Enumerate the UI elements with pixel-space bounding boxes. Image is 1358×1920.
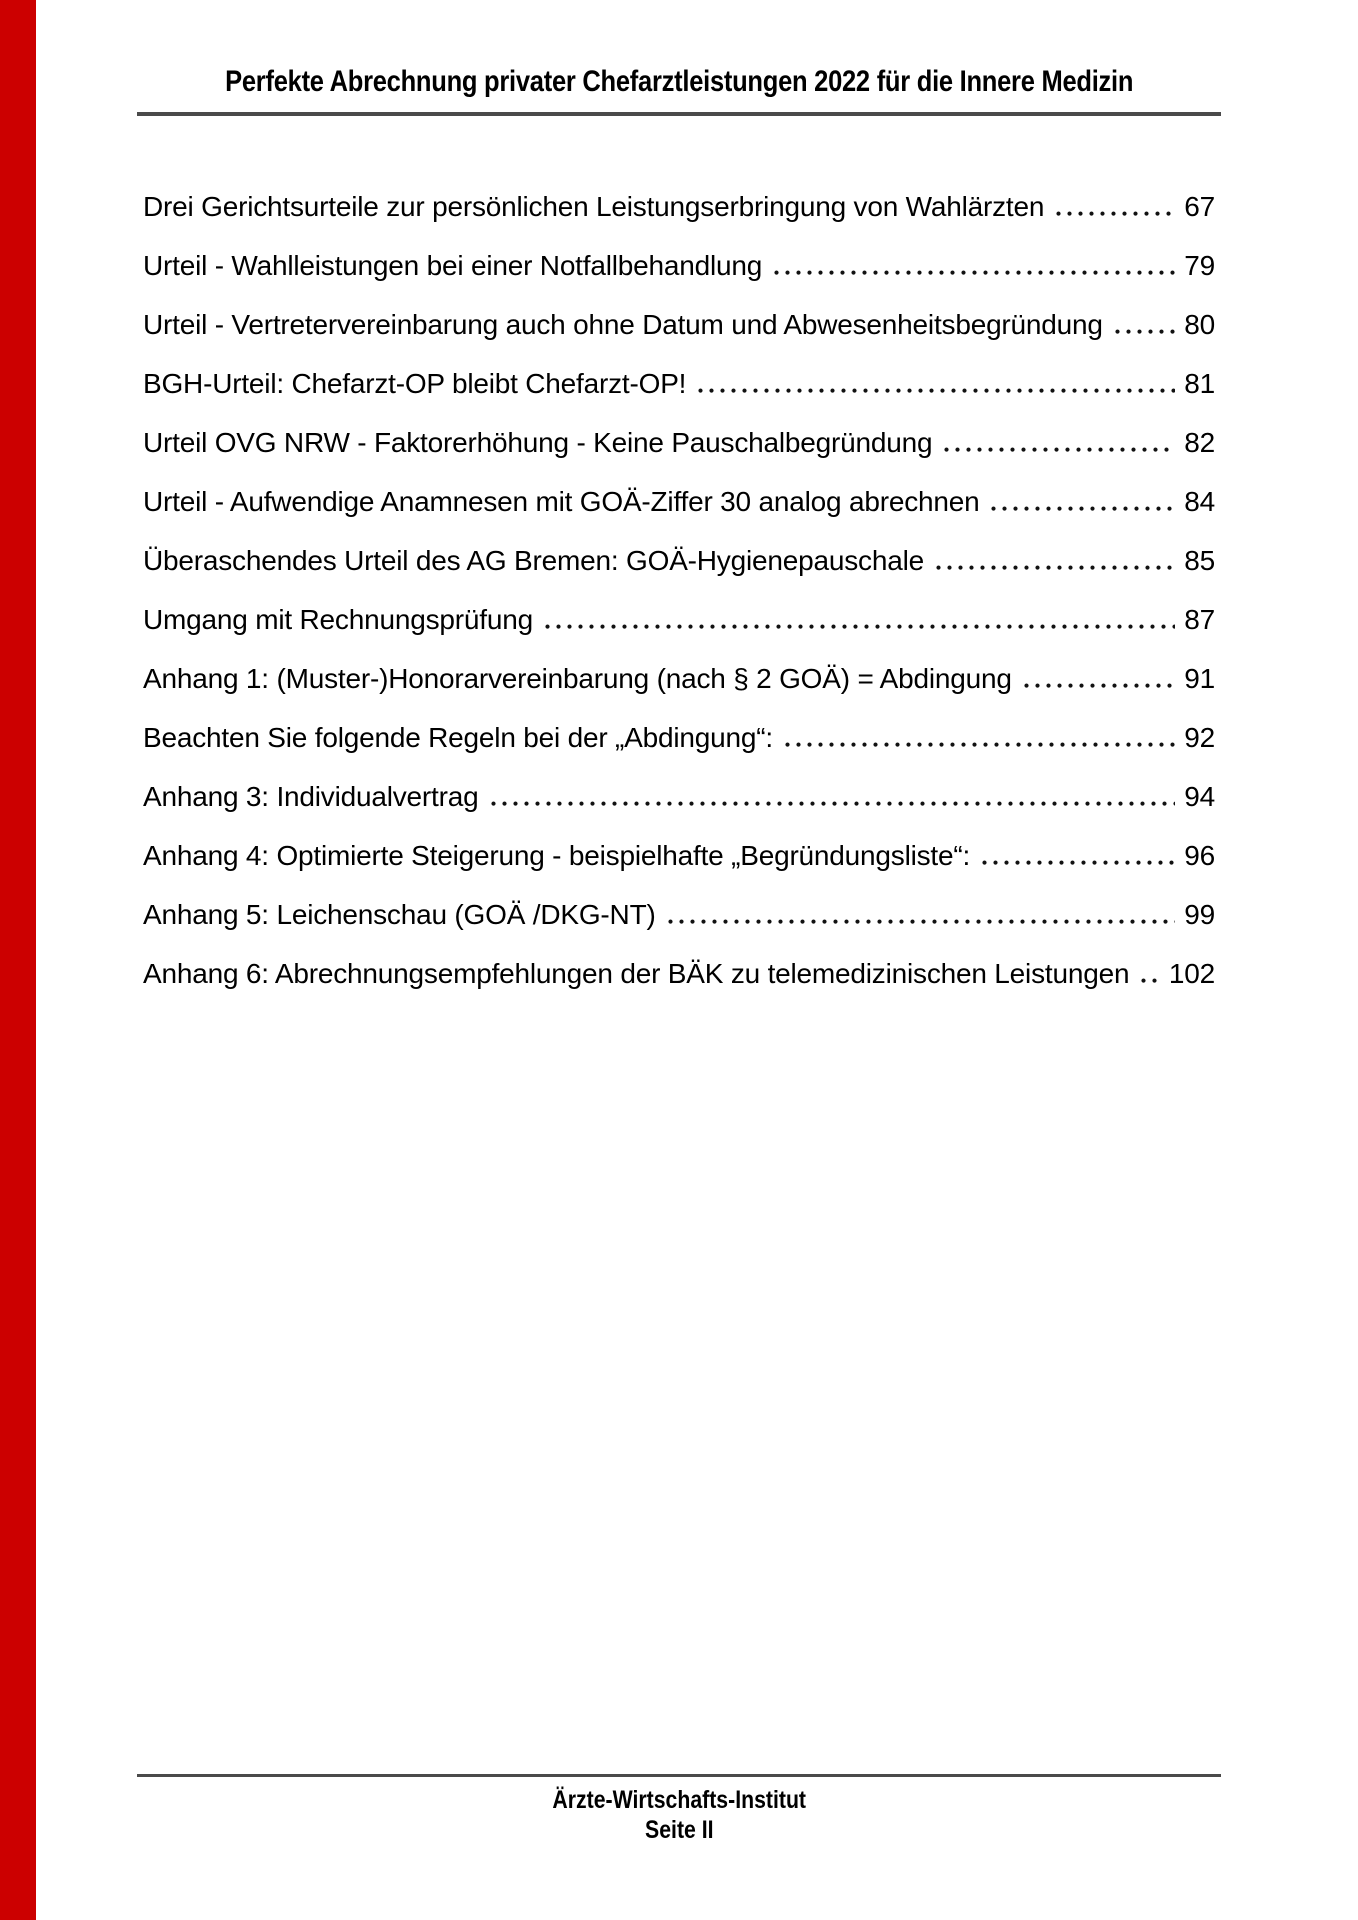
toc-entry[interactable]: [143, 531, 1215, 590]
dot-leader: [665, 918, 1176, 924]
dot-leader: [782, 741, 1175, 747]
toc-entry[interactable]: [143, 472, 1215, 531]
toc-entry-title: Drei Gerichtsurteile zur persönlichen Leistungserbringung von Wahlärzten: [143, 191, 1045, 222]
toc-entry-page: 102: [1168, 958, 1215, 989]
dot-leader: [695, 387, 1175, 393]
toc-entry[interactable]: [143, 177, 1215, 236]
toc-entry[interactable]: [143, 295, 1215, 354]
toc-entry-page: 80: [1184, 309, 1215, 340]
toc-entry-page: 92: [1184, 722, 1215, 753]
toc-entry-page: 94: [1184, 781, 1215, 812]
toc-entry-page: 99: [1184, 899, 1215, 930]
dot-leader: [979, 859, 1175, 865]
footer-rule: [137, 1774, 1221, 1777]
footer-page-line: [137, 1815, 1221, 1845]
toc-entry-title: Urteil - Vertretervereinbarung auch ohne Datum und Abwesenheitsbegründung: [143, 309, 1103, 340]
toc-entry[interactable]: [143, 885, 1215, 944]
dot-leader: [988, 505, 1175, 511]
footer-institute-line: [137, 1785, 1221, 1815]
footer-page-label: Seite II: [644, 1816, 714, 1844]
header-rule: [137, 112, 1221, 116]
footer-institute: Ärzte-Wirtschafts-Institut: [552, 1786, 806, 1814]
toc-entry-page: 79: [1184, 250, 1215, 281]
dot-leader: [933, 564, 1175, 570]
toc-entry-title: Anhang 4: Optimierte Steigerung - beispielhafte „Begründungsliste“:: [143, 840, 971, 871]
page-footer: [137, 1774, 1221, 1845]
dot-leader: [542, 623, 1175, 629]
toc-entry[interactable]: [143, 236, 1215, 295]
toc-entry[interactable]: [143, 944, 1215, 1003]
toc-entry-title: Urteil - Aufwendige Anamnesen mit GOÄ-Ziffer 30 analog abrechnen: [143, 486, 980, 517]
toc-entry[interactable]: [143, 354, 1215, 413]
dot-leader: [941, 446, 1175, 452]
dot-leader: [1138, 977, 1160, 983]
running-header-title: Perfekte Abrechnung privater Chefarztleistungen 2022 für die Innere Medizin: [224, 65, 1134, 98]
toc-entry[interactable]: [143, 708, 1215, 767]
toc-entry-page: 87: [1184, 604, 1215, 635]
toc-entry[interactable]: [143, 767, 1215, 826]
toc-entry-title: Umgang mit Rechnungsprüfung: [143, 604, 533, 635]
toc-entry[interactable]: [143, 649, 1215, 708]
toc-entry-title: Anhang 5: Leichenschau (GOÄ /DKG-NT): [143, 899, 656, 930]
toc-entry-page: 91: [1184, 663, 1215, 694]
dot-leader: [771, 269, 1175, 275]
toc-entry-page: 96: [1184, 840, 1215, 871]
page-header: [137, 64, 1221, 116]
toc-entry[interactable]: [143, 826, 1215, 885]
toc-entry-title: Anhang 1: (Muster-)Honorarvereinbarung (nach § 2 GOÄ) = Abdingung: [143, 663, 1012, 694]
toc-entry[interactable]: [143, 413, 1215, 472]
toc-entry-title: Anhang 6: Abrechnungsempfehlungen der BÄK zu telemedizinischen Leistungen: [143, 958, 1130, 989]
dot-leader: [488, 800, 1176, 806]
toc-entry-page: 82: [1184, 427, 1215, 458]
table-of-contents: [143, 177, 1215, 1003]
toc-entry-page: 85: [1184, 545, 1215, 576]
red-margin-bar: [0, 0, 36, 1920]
toc-entry[interactable]: [143, 590, 1215, 649]
dot-leader: [1021, 682, 1176, 688]
dot-leader: [1112, 328, 1175, 334]
toc-entry-title: BGH-Urteil: Chefarzt-OP bleibt Chefarzt-OP!: [143, 368, 687, 399]
toc-entry-page: 81: [1184, 368, 1215, 399]
toc-entry-title: Urteil OVG NRW - Faktorerhöhung - Keine Pauschalbegründung: [143, 427, 933, 458]
toc-entry-title: Überaschendes Urteil des AG Bremen: GOÄ-Hygienepauschale: [143, 545, 924, 576]
dot-leader: [1053, 210, 1175, 216]
toc-entry-title: Urteil - Wahlleistungen bei einer Notfallbehandlung: [143, 250, 763, 281]
toc-entry-title: Beachten Sie folgende Regeln bei der „Abdingung“:: [143, 722, 773, 753]
toc-entry-title: Anhang 3: Individualvertrag: [143, 781, 479, 812]
toc-entry-page: 84: [1184, 486, 1215, 517]
toc-entry-page: 67: [1184, 191, 1215, 222]
